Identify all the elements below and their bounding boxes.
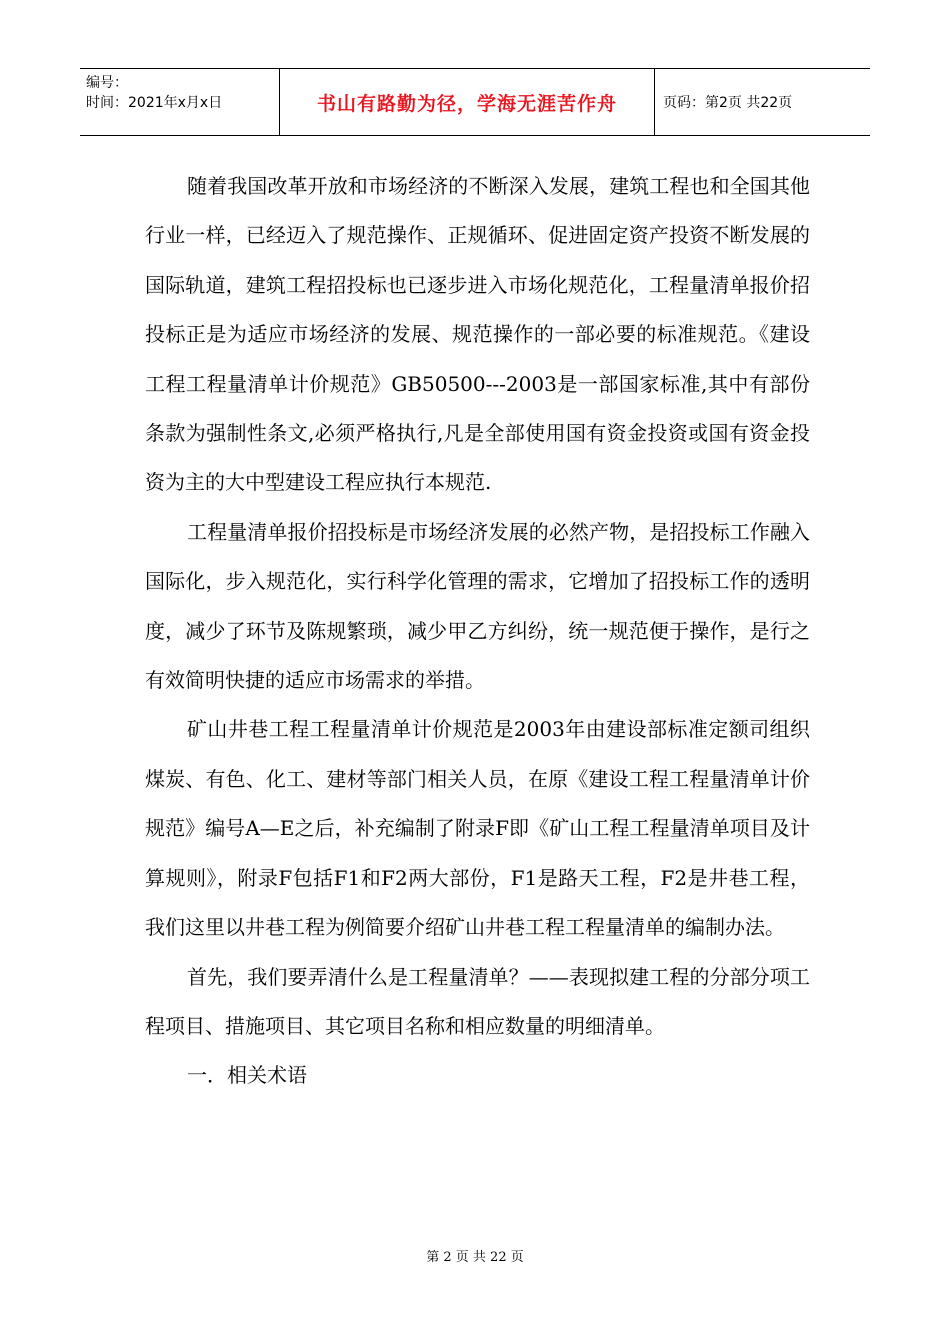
footer-page-number: 第 2 页 共 22 页: [426, 1250, 524, 1265]
body-paragraph: 矿山井巷工程工程量清单计价规范是2003年由建设部标准定额司组织煤炭、有色、化工、建材等部门相关人员，在原《建设工程工程量清单计价规范》编号A—E之后，补充编制了附录F即《矿山工程工程量清单项目及计算规则》，附录F包括F1和F2两大部份，F1是路天工程，F2是井巷工程，我们这里以井巷工程为例简要介绍矿山井巷工程工程量清单的编制办法。: [145, 717, 810, 940]
document-body: [145, 162, 810, 1101]
section-heading: 一．相关术语: [187, 1063, 307, 1088]
document-time-label: 时间：2021年x月x日: [86, 95, 223, 111]
document-header: [80, 68, 870, 136]
header-page-info: 页码：第2页 共22页: [663, 95, 793, 111]
document-number-label: 编号：: [86, 75, 128, 91]
body-paragraph: 工程量清单报价招投标是市场经济发展的必然产物，是招投标工作融入国际化，步入规范化，实行科学化管理的需求，它增加了招投标工作的透明度，减少了环节及陈规繁琐，减少甲乙方纠纷，统一规范便于操作，是行之有效简明快捷的适应市场需求的举措。: [145, 519, 810, 693]
body-paragraph: 首先，我们要弄清什么是工程量清单？——表现拟建工程的分部分项工程项目、措施项目、其它项目名称和相应数量的明细清单。: [145, 964, 810, 1038]
header-meta-cell: [80, 69, 280, 135]
header-motto: 书山有路勤为径，学海无涯苦作舟: [316, 92, 617, 115]
header-page-cell: [655, 69, 870, 135]
body-paragraph: 随着我国改革开放和市场经济的不断深入发展，建筑工程也和全国其他行业一样，已经迈入了规范操作、正规循环、促进固定资产投资不断发展的国际轨道，建筑工程招投标也已逐步进入市场化规范化，工程量清单报价招投标正是为适应市场经济的发展、规范操作的一部必要的标准规范。《建设工程工程量清单计价规范》GB50500---2003是一部国家标准,其中有部份条款为强制性条文,必须严格执行,凡是全部使用国有资金投资或国有资金投资为主的大中型建设工程应执行本规范.: [145, 174, 810, 495]
page-footer: [0, 1246, 950, 1265]
header-motto-cell: [280, 69, 655, 135]
